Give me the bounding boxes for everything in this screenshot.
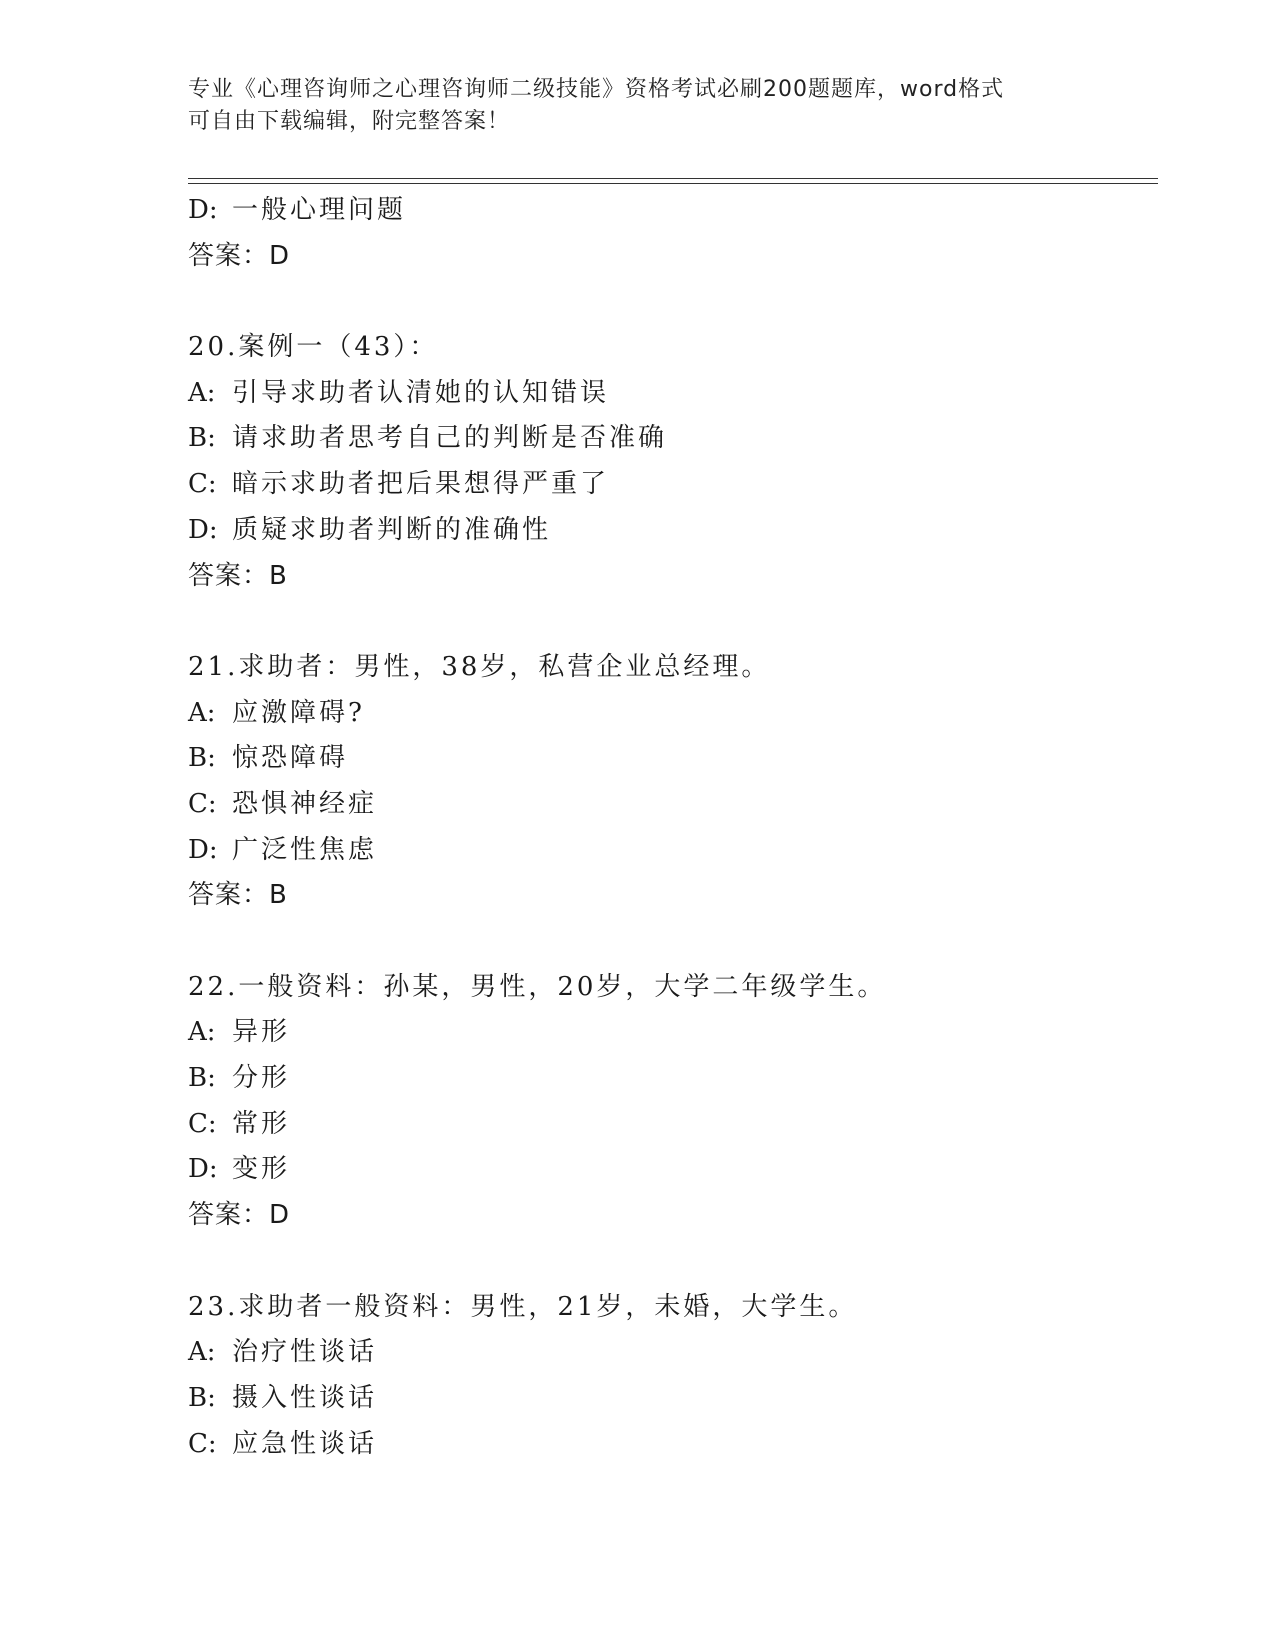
header-divider <box>188 178 1158 184</box>
option-c <box>188 782 1158 828</box>
option-a <box>188 1010 1158 1056</box>
option-text: 质疑求助者判断的准确性 <box>232 514 552 545</box>
option-b <box>188 416 1158 462</box>
option-text: 请求助者思考自己的判断是否准确 <box>232 423 668 454</box>
option-label: B: <box>188 743 216 774</box>
question-22 <box>188 965 1158 1239</box>
option-d <box>188 828 1158 874</box>
option-label: D: <box>188 1154 218 1185</box>
question-stem: 23.求助者一般资料：男性，21岁，未婚，大学生。 <box>188 1291 858 1322</box>
option-label: A: <box>188 697 216 728</box>
option-text: 应激障碍? <box>232 697 365 728</box>
question-stem: 20.案例一（43）： <box>188 332 439 363</box>
option-label: B: <box>188 423 216 454</box>
option-text: 常形 <box>232 1108 291 1139</box>
option-label: A: <box>188 377 216 408</box>
option-text: 恐惧神经症 <box>232 788 378 819</box>
answer-line: 答案：B <box>188 880 288 911</box>
option-c <box>188 1102 1158 1148</box>
option-b <box>188 736 1158 782</box>
option-label: C: <box>188 469 217 500</box>
option-a <box>188 371 1158 417</box>
option-label: D: <box>188 834 218 865</box>
spacer <box>188 279 1158 325</box>
option-a <box>188 1330 1158 1376</box>
option-label: B: <box>188 1063 216 1094</box>
option-text: 摄入性谈话 <box>232 1382 378 1413</box>
option-text: 一般心理问题 <box>232 195 407 225</box>
option-text: 暗示求助者把后果想得严重了 <box>232 469 610 500</box>
question-list <box>188 188 1158 1467</box>
option-d <box>188 508 1158 554</box>
answer-line: 答案：B <box>188 560 288 591</box>
option-c <box>188 1422 1158 1468</box>
option-b <box>188 1056 1158 1102</box>
question-20 <box>188 325 1158 599</box>
question-stem: 21.求助者：男性，38岁，私营企业总经理。 <box>188 651 771 682</box>
option-text: 惊恐障碍 <box>232 743 349 774</box>
question-21 <box>188 645 1158 919</box>
option-b <box>188 1376 1158 1422</box>
header-line-2: 可自由下载编辑，附完整答案！ <box>188 109 511 134</box>
option-text: 引导求助者认清她的认知错误 <box>232 377 610 408</box>
option-text: 异形 <box>232 1017 291 1048</box>
spacer <box>188 919 1158 965</box>
option-label: D: <box>188 514 218 545</box>
option-label: C: <box>188 788 217 819</box>
option-label: D: <box>188 195 218 225</box>
option-label: C: <box>188 1108 217 1139</box>
header-line-1: 专业《心理咨询师之心理咨询师二级技能》资格考试必刷200题题库，word格式 <box>188 77 1005 102</box>
option-d-carryover <box>188 188 1158 234</box>
document-header <box>188 74 1088 138</box>
option-a <box>188 691 1158 737</box>
option-label: A: <box>188 1017 216 1048</box>
option-text: 应急性谈话 <box>232 1428 378 1459</box>
option-d <box>188 1147 1158 1193</box>
option-c <box>188 462 1158 508</box>
option-label: C: <box>188 1428 217 1459</box>
answer-line: 答案：D <box>188 1200 291 1231</box>
option-text: 分形 <box>232 1063 291 1094</box>
option-text: 治疗性谈话 <box>232 1337 378 1368</box>
option-label: B: <box>188 1382 216 1413</box>
question-stem: 22.一般资料：孙某，男性，20岁，大学二年级学生。 <box>188 971 887 1002</box>
spacer <box>188 599 1158 645</box>
option-label: A: <box>188 1337 216 1368</box>
spacer <box>188 1239 1158 1285</box>
option-text: 变形 <box>232 1154 291 1185</box>
option-text: 广泛性焦虑 <box>232 834 378 865</box>
answer-line: 答案：D <box>188 240 291 271</box>
question-23 <box>188 1285 1158 1468</box>
